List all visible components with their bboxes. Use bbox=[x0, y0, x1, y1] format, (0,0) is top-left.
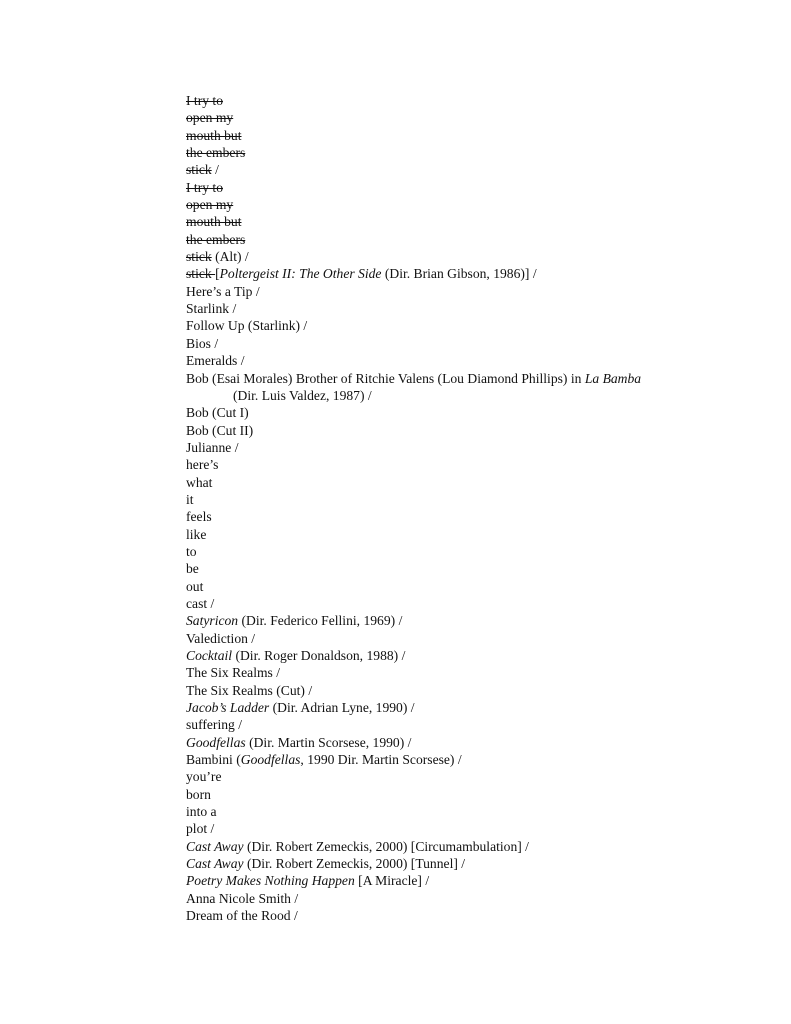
text-line: Julianne / bbox=[186, 439, 239, 455]
line-suffix: (Dir. Robert Zemeckis, 2000) [Tunnel] / bbox=[243, 856, 466, 872]
work-title: Poetry Makes Nothing Happen bbox=[186, 873, 355, 889]
film-title: Goodfellas bbox=[186, 734, 246, 750]
text-line: into a bbox=[186, 804, 217, 820]
struck-line: open my bbox=[186, 110, 234, 126]
text-line: like bbox=[186, 526, 207, 542]
struck-line: I try to bbox=[186, 179, 223, 195]
text-line: suffering / bbox=[186, 717, 243, 733]
line-suffix: (Dir. Brian Gibson, 1986)] / bbox=[381, 266, 537, 282]
text-line: be bbox=[186, 561, 199, 577]
film-title: Jacob’s Ladder bbox=[186, 700, 270, 716]
text-line: feels bbox=[186, 509, 212, 525]
line-text: Bob (Esai Morales) Brother of Ritchie Valens (Lou Diamond Phillips) in bbox=[186, 370, 585, 386]
text-line bbox=[186, 161, 746, 178]
line-suffix: [A Miracle] / bbox=[354, 873, 430, 889]
text-line: out bbox=[186, 578, 204, 594]
film-title: Cast Away bbox=[186, 856, 244, 872]
text-line: Bios / bbox=[186, 335, 219, 351]
line-suffix: / bbox=[211, 162, 219, 178]
text-line: it bbox=[186, 491, 194, 507]
text-line: plot / bbox=[186, 821, 215, 837]
poem-index-list bbox=[186, 92, 746, 925]
text-line: The Six Realms / bbox=[186, 665, 281, 681]
line-suffix: (Dir. Robert Zemeckis, 2000) [Circumambulation] / bbox=[243, 838, 529, 854]
struck-line: mouth but bbox=[186, 127, 242, 143]
line-suffix: (Dir. Roger Donaldson, 1988) / bbox=[232, 648, 406, 663]
text-line: Bob (Cut II) bbox=[186, 422, 254, 438]
struck-line: mouth but bbox=[186, 214, 242, 230]
text-line: cast / bbox=[186, 595, 215, 611]
text-line: Emeralds / bbox=[186, 353, 245, 369]
text-line bbox=[186, 751, 746, 768]
text-line: here’s bbox=[186, 457, 219, 473]
line-suffix: (Dir. Martin Scorsese, 1990) / bbox=[245, 734, 412, 750]
film-title: Poltergeist II: The Other Side bbox=[219, 266, 382, 282]
line-suffix: (Dir. Federico Fellini, 1969) / bbox=[238, 613, 403, 629]
film-title: Goodfellas bbox=[240, 752, 301, 768]
struck-word: stick bbox=[186, 266, 216, 282]
text-line bbox=[186, 838, 746, 855]
text-line bbox=[186, 370, 746, 387]
text-line: Dream of the Rood / bbox=[186, 908, 298, 924]
text-line bbox=[186, 872, 746, 889]
text-line: Starlink / bbox=[186, 301, 237, 317]
film-title: Cast Away bbox=[186, 838, 244, 854]
struck-word: stick bbox=[186, 249, 212, 265]
struck-word: stick bbox=[186, 162, 212, 178]
text-line: Anna Nicole Smith / bbox=[186, 890, 299, 906]
text-line: born bbox=[186, 786, 211, 802]
text-line: Here’s a Tip / bbox=[186, 283, 260, 299]
film-title: Cocktail bbox=[186, 648, 233, 663]
text-line bbox=[186, 855, 746, 872]
text-line: what bbox=[186, 474, 213, 490]
text-line: The Six Realms (Cut) / bbox=[186, 682, 313, 698]
text-line bbox=[186, 699, 746, 716]
struck-line: the embers bbox=[186, 145, 246, 161]
text-line: Valediction / bbox=[186, 630, 256, 646]
line-text: [ bbox=[215, 266, 220, 282]
struck-line: open my bbox=[186, 197, 234, 213]
line-suffix: , 1990 Dir. Martin Scorsese) / bbox=[300, 752, 462, 768]
text-line bbox=[186, 734, 746, 751]
text-line: Follow Up (Starlink) / bbox=[186, 318, 308, 334]
text-line bbox=[186, 265, 746, 282]
line-text: Bambini ( bbox=[186, 752, 241, 768]
text-line: Bob (Cut I) bbox=[186, 405, 249, 421]
film-title: La Bamba bbox=[584, 370, 642, 386]
text-line: you’re bbox=[186, 769, 222, 785]
line-suffix: (Alt) / bbox=[211, 249, 249, 265]
text-line bbox=[186, 612, 746, 629]
text-line bbox=[186, 248, 746, 265]
film-title: Satyricon bbox=[186, 613, 239, 629]
struck-line: the embers bbox=[186, 231, 246, 247]
text-line-continued: (Dir. Luis Valdez, 1987) / bbox=[233, 387, 372, 403]
line-suffix: (Dir. Adrian Lyne, 1990) / bbox=[269, 700, 415, 716]
struck-line: I try to bbox=[186, 93, 223, 108]
text-line bbox=[186, 647, 746, 664]
text-line: to bbox=[186, 543, 197, 559]
